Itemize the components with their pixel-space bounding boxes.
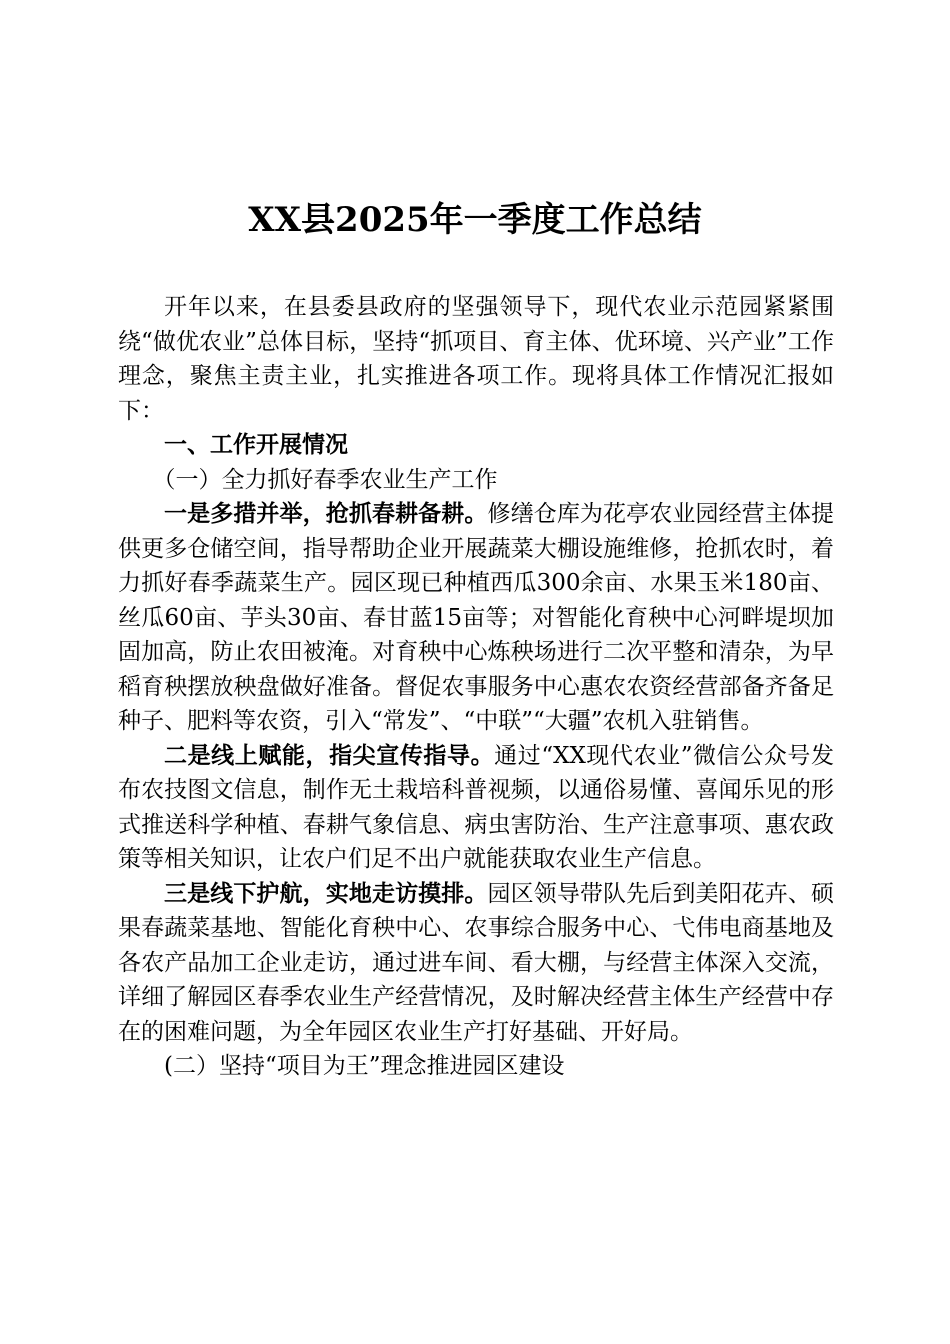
item-text: 通过“XX现代农业”微信公众号发布农技图文信息，制作无土栽培科普视频，以通俗易懂、喜闻乐见的形式推送科学种植、春耕气象信息、病虫害防治、生产注意事项、惠农政策等相关知识，让农户们足不出户就能获取农业生产信息。	[118, 742, 835, 872]
item-text: 修缮仓库为花亭农业园经营主体提供更多仓储空间，指导帮助企业开展蔬菜大棚设施维修，抢抓农时，着力抓好春季蔬菜生产。园区现已种植西瓜300余亩、水果玉米180亩、丝瓜60亩、芋头30亩、春甘蓝15亩等；对智能化育秧中心河畔堤坝加固加高，防止农田被淹。对育秧中心炼秧场进行二次平整和清杂，为早稻育秧摆放秧盘做好准备。督促农事服务中心惠农农资经营部备齐备足种子、肥料等农资，引入“常发”、“中联”“大疆”农机入驻销售。	[118, 501, 835, 734]
item-paragraph-2	[118, 739, 834, 877]
document-body	[118, 290, 834, 1084]
intro-paragraph: 开年以来，在县委县政府的坚强领导下，现代农业示范园紧紧围绕“做优农业”总体目标，坚持“抓项目、育主体、优环境、兴产业”工作理念，聚焦主责主业，扎实推进各项工作。现将具体工作情况汇报如下：	[118, 294, 834, 424]
item-text: 园区领导带队先后到美阳花卉、硕果春蔬菜基地、智能化育秧中心、农事综合服务中心、弋伟电商基地及各农产品加工企业走访，通过进车间、看大棚，与经营主体深入交流，详细了解园区春季农业生产经营情况，及时解决经营主体生产经营中存在的困难问题，为全年园区农业生产打好基础、开好局。	[118, 880, 835, 1045]
item-paragraph-3	[118, 877, 834, 1050]
item-paragraph-1	[118, 497, 834, 739]
subsection-heading: (二）坚持“项目为王”理念推进园区建设	[164, 1053, 565, 1079]
subsection-heading: （一）全力抓好春季农业生产工作	[152, 466, 498, 493]
item-lead: 三是线下护航，实地走访摸排。	[164, 879, 488, 907]
item-lead: 一是多措并举，抢抓春耕备耕。	[164, 500, 488, 527]
section-heading: 一、工作开展情况	[164, 432, 348, 458]
item-lead: 二是线上赋能，指尖宣传指导。	[164, 741, 495, 769]
document-title: XX县2025年一季度工作总结	[248, 200, 702, 240]
